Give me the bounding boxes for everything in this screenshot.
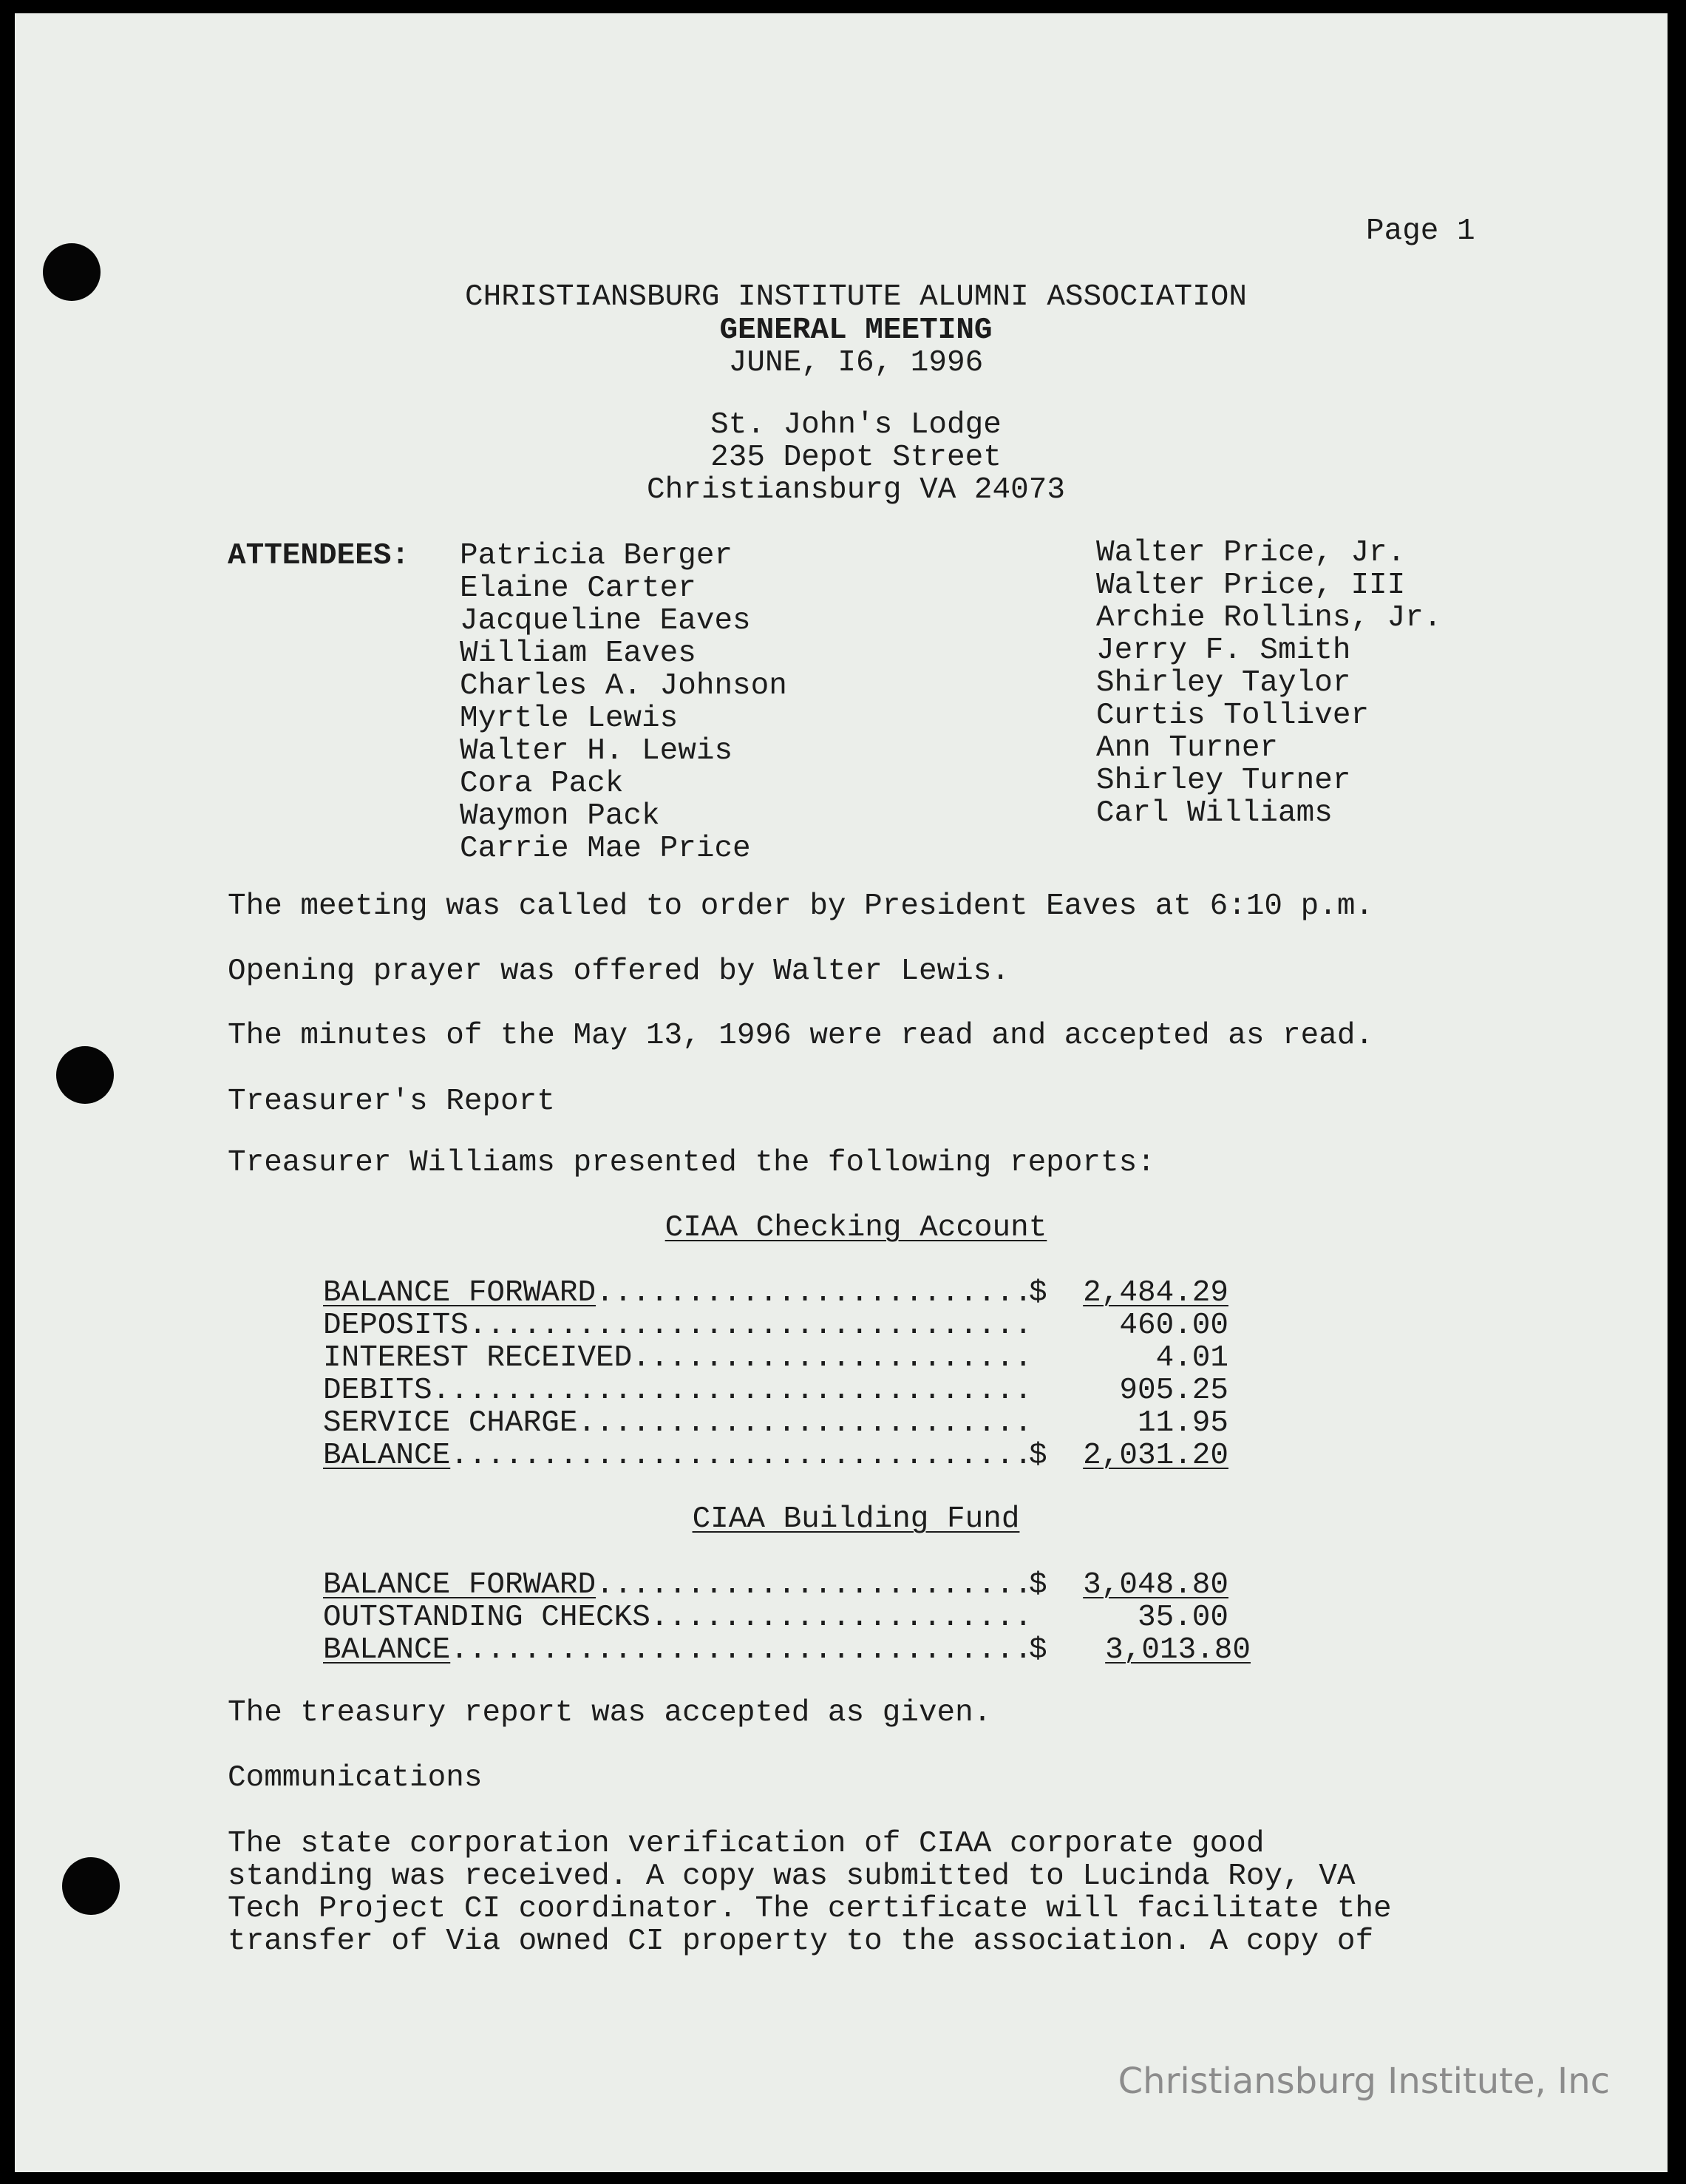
checking-account-table bbox=[323, 1277, 1284, 1472]
attendee-name: Cora Pack bbox=[460, 767, 624, 801]
paragraph-line: standing was received. A copy was submitted to Lucinda Roy, VA bbox=[228, 1859, 1356, 1893]
call-to-order-paragraph: The meeting was called to order by President Eaves at 6:10 p.m. bbox=[228, 889, 1374, 923]
attendee-name: Myrtle Lewis bbox=[460, 702, 679, 736]
attendee-name: Jacqueline Eaves bbox=[460, 604, 751, 638]
paragraph-line: Tech Project CI coordinator. The certificate will facilitate the bbox=[228, 1892, 1392, 1926]
ledger-amount: 3,013.80 bbox=[1105, 1633, 1251, 1667]
ledger-label: BALANCE FORWARD bbox=[323, 1277, 596, 1309]
ledger-currency bbox=[1029, 1407, 1070, 1439]
ledger-currency bbox=[1029, 1342, 1070, 1374]
treasurer-heading: Treasurer's Report bbox=[228, 1085, 555, 1119]
attendee-name: Carl Williams bbox=[1096, 796, 1333, 830]
org-title: CHRISTIANSBURG INSTITUTE ALUMNI ASSOCIATION bbox=[465, 280, 1247, 314]
venue-name: St. John's Lodge bbox=[710, 408, 1002, 442]
attendee-name: William Eaves bbox=[460, 637, 696, 671]
ledger-amount: 35.00 bbox=[1137, 1601, 1228, 1635]
table-row bbox=[323, 1277, 1284, 1309]
checking-account-title: CIAA Checking Account bbox=[664, 1211, 1047, 1245]
attendees-label: ATTENDEES: bbox=[228, 539, 410, 573]
attendee-name: Charles A. Johnson bbox=[460, 669, 787, 703]
ledger-amount: 2,031.20 bbox=[1083, 1439, 1228, 1473]
attendee-name: Shirley Turner bbox=[1096, 764, 1351, 798]
treasurer-intro: Treasurer Williams presented the following reports: bbox=[228, 1146, 1155, 1180]
punch-hole bbox=[62, 1857, 120, 1915]
ledger-currency bbox=[1029, 1601, 1070, 1634]
attendee-name: Elaine Carter bbox=[460, 572, 696, 606]
attendee-name: Patricia Berger bbox=[460, 539, 733, 573]
attendee-name: Walter Price, Jr. bbox=[1096, 536, 1406, 570]
meeting-date: JUNE, I6, 1996 bbox=[728, 346, 984, 380]
watermark: Christiansburg Institute, Inc bbox=[1118, 2061, 1610, 2102]
ledger-amount: 460.00 bbox=[1119, 1309, 1228, 1343]
attendee-name: Curtis Tolliver bbox=[1096, 699, 1370, 733]
attendees-right-column bbox=[1096, 537, 1441, 830]
treasury-accepted-paragraph: The treasury report was accepted as given. bbox=[228, 1696, 992, 1730]
ledger-amount: 905.25 bbox=[1119, 1374, 1228, 1408]
attendee-name: Shirley Taylor bbox=[1096, 666, 1351, 700]
ledger-label: BALANCE bbox=[323, 1634, 451, 1666]
table-row bbox=[323, 1342, 1284, 1374]
paragraph-line: The state corporation verification of CIAA corporate good bbox=[228, 1827, 1265, 1861]
table-row bbox=[323, 1601, 1284, 1634]
venue-city: Christiansburg VA 24073 bbox=[647, 473, 1065, 507]
ledger-currency: $ bbox=[1029, 1439, 1047, 1473]
attendee-name: Walter H. Lewis bbox=[460, 734, 733, 768]
attendee-name: Walter Price, III bbox=[1096, 569, 1406, 603]
ledger-label: OUTSTANDING CHECKS bbox=[323, 1601, 650, 1634]
meeting-title: GENERAL MEETING bbox=[719, 313, 993, 347]
ledger-amount: 4.01 bbox=[1155, 1341, 1228, 1375]
building-fund-table bbox=[323, 1569, 1284, 1666]
attendee-name: Archie Rollins, Jr. bbox=[1096, 601, 1442, 635]
attendee-name: Carrie Mae Price bbox=[460, 832, 751, 866]
attendee-name: Waymon Pack bbox=[460, 799, 660, 833]
table-row bbox=[323, 1439, 1284, 1472]
ledger-currency: $ bbox=[1029, 1276, 1047, 1310]
table-row bbox=[323, 1634, 1284, 1666]
minutes-paragraph: The minutes of the May 13, 1996 were read and accepted as read. bbox=[228, 1019, 1374, 1053]
ledger-currency bbox=[1029, 1309, 1070, 1342]
ledger-label: SERVICE CHARGE bbox=[323, 1407, 578, 1439]
communications-heading: Communications bbox=[228, 1761, 483, 1795]
building-fund-title: CIAA Building Fund bbox=[692, 1502, 1020, 1536]
ledger-label: BALANCE bbox=[323, 1439, 451, 1472]
ledger-currency: $ bbox=[1029, 1633, 1047, 1667]
table-row bbox=[323, 1374, 1284, 1407]
table-row bbox=[323, 1407, 1284, 1439]
ledger-label: DEPOSITS bbox=[323, 1309, 469, 1342]
table-row bbox=[323, 1309, 1284, 1342]
paragraph-line: transfer of Via owned CI property to the association. A copy of bbox=[228, 1924, 1374, 1959]
attendees-left-column bbox=[460, 540, 787, 865]
page-number: Page 1 bbox=[1366, 214, 1475, 248]
ledger-amount: 11.95 bbox=[1137, 1406, 1228, 1440]
attendee-name: Ann Turner bbox=[1096, 731, 1279, 765]
prayer-paragraph: Opening prayer was offered by Walter Lewis. bbox=[228, 954, 1010, 988]
ledger-currency: $ bbox=[1029, 1568, 1047, 1602]
ledger-label: INTEREST RECEIVED bbox=[323, 1342, 633, 1374]
attendee-name: Jerry F. Smith bbox=[1096, 634, 1351, 668]
ledger-label: BALANCE FORWARD bbox=[323, 1569, 596, 1601]
ledger-label: DEBITS bbox=[323, 1374, 432, 1407]
ledger-currency bbox=[1029, 1374, 1070, 1407]
ledger-amount: 2,484.29 bbox=[1083, 1276, 1228, 1310]
ledger-amount: 3,048.80 bbox=[1083, 1568, 1228, 1602]
table-row bbox=[323, 1569, 1284, 1601]
communications-paragraph bbox=[228, 1828, 1392, 1958]
punch-hole bbox=[56, 1046, 114, 1104]
venue-street: 235 Depot Street bbox=[710, 441, 1002, 475]
